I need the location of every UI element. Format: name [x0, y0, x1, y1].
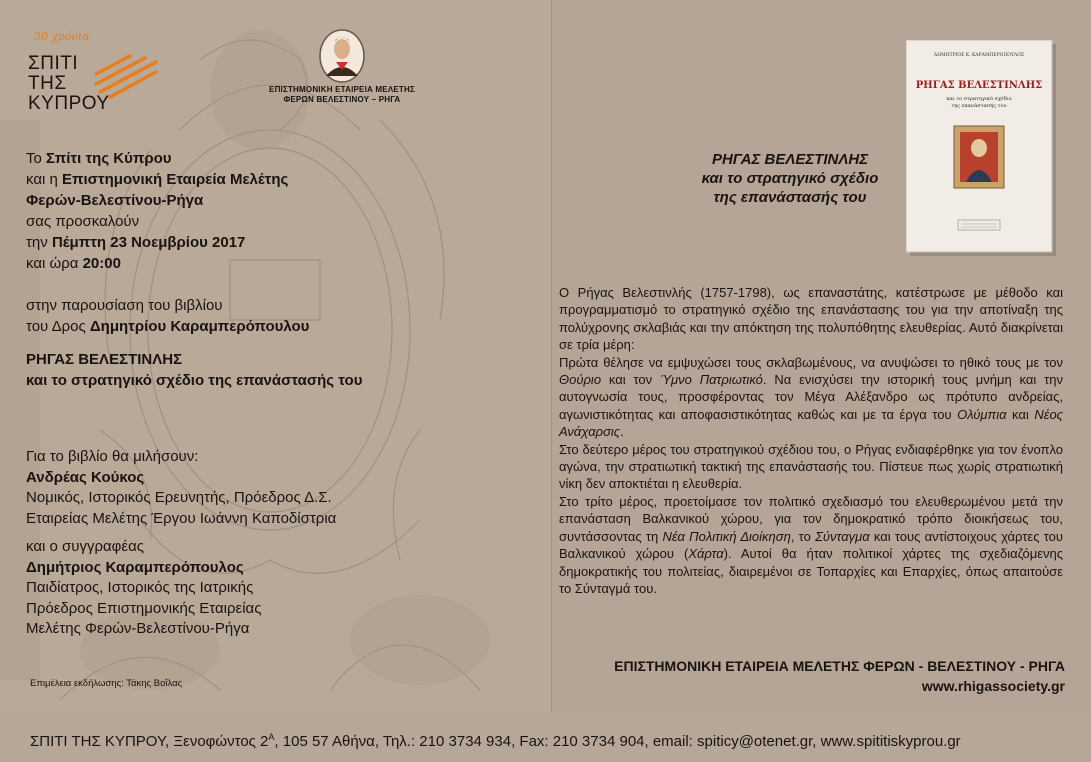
text: , το — [790, 528, 816, 544]
invite-text: την — [26, 234, 52, 251]
description-paragraph — [559, 493, 1063, 597]
cover-title: ΡΗΓΑΣ ΒΕΛΕΣΤΙΝΛΗΣ — [915, 80, 1043, 91]
invite-text: Το — [26, 150, 47, 167]
invite-text: και ώρα — [26, 255, 83, 272]
footer-address: ΣΠΙΤΙ ΤΗΣ ΚΥΠΡΟΥ, Ξενοφώντος 2 — [30, 733, 269, 750]
speaker-2-role: Μελέτης Φερών-Βελεστίνου-Ρήγα — [26, 620, 250, 637]
speaker-1-name: Ανδρέας Κούκος — [26, 468, 145, 486]
speaker-1-role: Εταιρείας Μελέτης Έργου Ιωάννη Καποδίστρια — [26, 509, 337, 527]
invitation-text — [26, 148, 526, 274]
text: ). Αυτοί θα ήταν πολιτικοί χάρτες της σχεδιαζόμενης δημοκρατικής του πολιτείας, διαιρεμένοι σε Τοπαρχίες και Επαρχίες, όπως απαιτούσε το Σύνταγμά του. — [559, 546, 1063, 596]
book-subtitle-line: και το στρατηγικό σχέδιο της επανάστασής του — [26, 372, 363, 389]
text: και — [1006, 406, 1035, 422]
author-name: Δημητρίου Καραμπερόπουλου — [89, 318, 310, 335]
work-title: Χάρτα — [688, 546, 724, 562]
work-title: Νέος Ανάχαρσις — [559, 406, 1063, 440]
speaker-2-role: Παιδίατρος, Ιστορικός της Ιατρικής — [26, 579, 254, 596]
book-title-right — [640, 150, 940, 207]
society-website-link[interactable]: www.rhigassociety.gr — [921, 678, 1065, 694]
logo-anniversary: 30 χρόνια — [34, 30, 90, 43]
presentation-line: στην παρουσίαση του βιβλίου — [26, 297, 223, 314]
spiti-tis-kyprou-logo — [28, 30, 168, 112]
host-name: Σπίτι της Κύπρου — [46, 150, 172, 167]
event-date: Πέμπτη 23 Νοεμβρίου 2017 — [51, 234, 246, 251]
book-cover-image — [906, 40, 1058, 258]
footer-address-sup: Α — [268, 732, 275, 742]
text: και τους αντίστοιχους χάρτες του Βαλκανικού χώρου ( — [559, 528, 1063, 562]
society-name-line-2: ΦΕΡΩΝ ΒΕΛΕΣΤΙΝΟΥ – ΡΗΓΑ — [283, 95, 401, 104]
book-subtitle-line: και το στρατηγικό σχέδιο — [701, 170, 879, 187]
invitation-left-panel — [0, 0, 552, 712]
signature-name: ΕΠΙΣΤΗΜΟΝΙΚΗ ΕΤΑΙΡΕΙΑ ΜΕΛΕΤΗΣ ΦΕΡΩΝ - ΒΕΛΕΣΤΙΝΟΥ - ΡΗΓΑ — [614, 658, 1065, 674]
cohost-name-cont: Φερών-Βελεστίνου-Ρήγα — [26, 192, 204, 209]
work-title: Ολύμπια — [957, 406, 1007, 422]
logo-line-1: ΣΠΙΤΙ — [28, 53, 79, 74]
event-time: 20:00 — [82, 255, 121, 272]
work-title: Θούριο — [559, 372, 602, 388]
society-name — [256, 85, 428, 105]
description-paragraph: Ο Ρήγας Βελεστινλής (1757-1798), ως επαναστάτης, κατέστρωσε με μέθοδο και προγραμματισμό το στρατηγικό σχέδιο της επανάστασης του για την αποτίναξη της πολύχρονης σκλαβιάς και την απόκτηση της πολυπόθητης ελευθερίας. Αυτό διακρίνεται σε τρία μέρη: — [559, 285, 1063, 353]
book-title-line: ΡΗΓΑΣ ΒΕΛΕΣΤΙΝΛΗΣ — [711, 151, 869, 168]
speaker-2-role: Πρόεδρος Επιστημονικής Εταιρείας — [26, 599, 262, 617]
invite-text: σας προσκαλούν — [26, 213, 140, 230]
presentation-line: του Δρος — [26, 318, 90, 335]
book-subtitle-line: της επανάστασής του — [713, 189, 867, 206]
book-title-left — [26, 349, 362, 391]
society-name-line-1: ΕΠΙΣΤΗΜΟΝΙΚΗ ΕΤΑΙΡΕΙΑ ΜΕΛΕΤΗΣ — [269, 85, 415, 94]
text: Στο τρίτο μέρος, προετοίμασε τον πολιτικό σχεδιασμό του ελευθερωμένου μετά την επανάσταση Βαλκανικού χώρου, για τον δημοκρατικό τρόπο διοικήσεως του, συντάσσοντας τη — [559, 493, 1063, 544]
rigas-portrait-icon — [318, 28, 366, 84]
work-title: Νέα Πολιτική Διοίκηση — [662, 528, 791, 544]
work-title: Σύνταγμα — [815, 528, 870, 544]
speakers-author-intro: και ο συγγραφέας — [26, 538, 144, 555]
logo-stripes-icon — [90, 52, 160, 102]
society-signature — [614, 656, 1065, 696]
text: και τον — [601, 372, 660, 388]
invite-text: και η — [26, 171, 62, 188]
speaker-1-role: Νομικός, Ιστορικός Ερευνητής, Πρόεδρος Δ.Σ. — [26, 489, 332, 506]
description-paragraph — [559, 354, 1063, 441]
text: Πρώτα θέλησε να εμψυχώσει τους σκλαβωμένους, να ανυψώσει το ηθικό τους με τον — [559, 354, 1063, 370]
footer-contact — [30, 732, 961, 750]
logo-line-2: ΤΗΣ — [28, 73, 67, 94]
cover-subtitle-2: της επανάστασής του — [951, 103, 1007, 109]
text: . — [620, 424, 624, 440]
logo-line-3: ΚΥΠΡΟΥ — [28, 93, 110, 114]
footer-contact-details: , 105 57 Αθήνα, Τηλ.: 210 3734 934, Fax: 210 3734 904, email: spiticy@otenet.gr, www.spititiskyprou.gr — [274, 733, 961, 750]
cover-author: ΔΗΜΗΤΡΙΟΣ Κ. ΚΑΡΑΜΠΕΡΟΠΟΥΛΟΣ — [933, 53, 1025, 58]
cohost-name: Επιστημονική Εταιρεία Μελέτης — [62, 171, 289, 188]
speaker-2-name: Δημήτριος Καραμπερόπουλος — [26, 558, 244, 576]
footer — [0, 712, 1091, 762]
speakers-intro: Για το βιβλίο θα μιλήσουν: — [26, 448, 199, 465]
presentation-text — [26, 295, 309, 337]
book-description — [559, 284, 1063, 597]
book-title-line: ΡΗΓΑΣ ΒΕΛΕΣΤΙΝΛΗΣ — [26, 351, 183, 368]
cover-subtitle-1: και το στρατηγικό σχέδιο — [946, 96, 1012, 102]
description-paragraph: Στο δεύτερο μέρος του στρατηγικού σχέδιου του, ο Ρήγας ενδιαφέρθηκε για τον ένοπλο αγώνα, την στρατιωτική τακτική της επανάστασής του. Πίστευε πως χωρίς στρατιωτική νίκη δεν αποκτιέται η ελευθερία. — [559, 441, 1063, 492]
text: . Να ενισχύσει την ιστορική τους μνήμη και την αυτογνωσία τους, προσφέροντας τον Μέγα Αλέξανδρο ως πρότυπο ανδρείας, αγωνιστικότητας και αποφασιστικότητας καθώς και με τα έργα του — [559, 372, 1063, 422]
speakers-section — [26, 447, 336, 640]
work-title: Ύμνο Πατριωτικό — [660, 372, 763, 388]
event-curator: Επιμέλεια εκδήλωσης: Τάκης Βοΐλας — [30, 678, 183, 689]
